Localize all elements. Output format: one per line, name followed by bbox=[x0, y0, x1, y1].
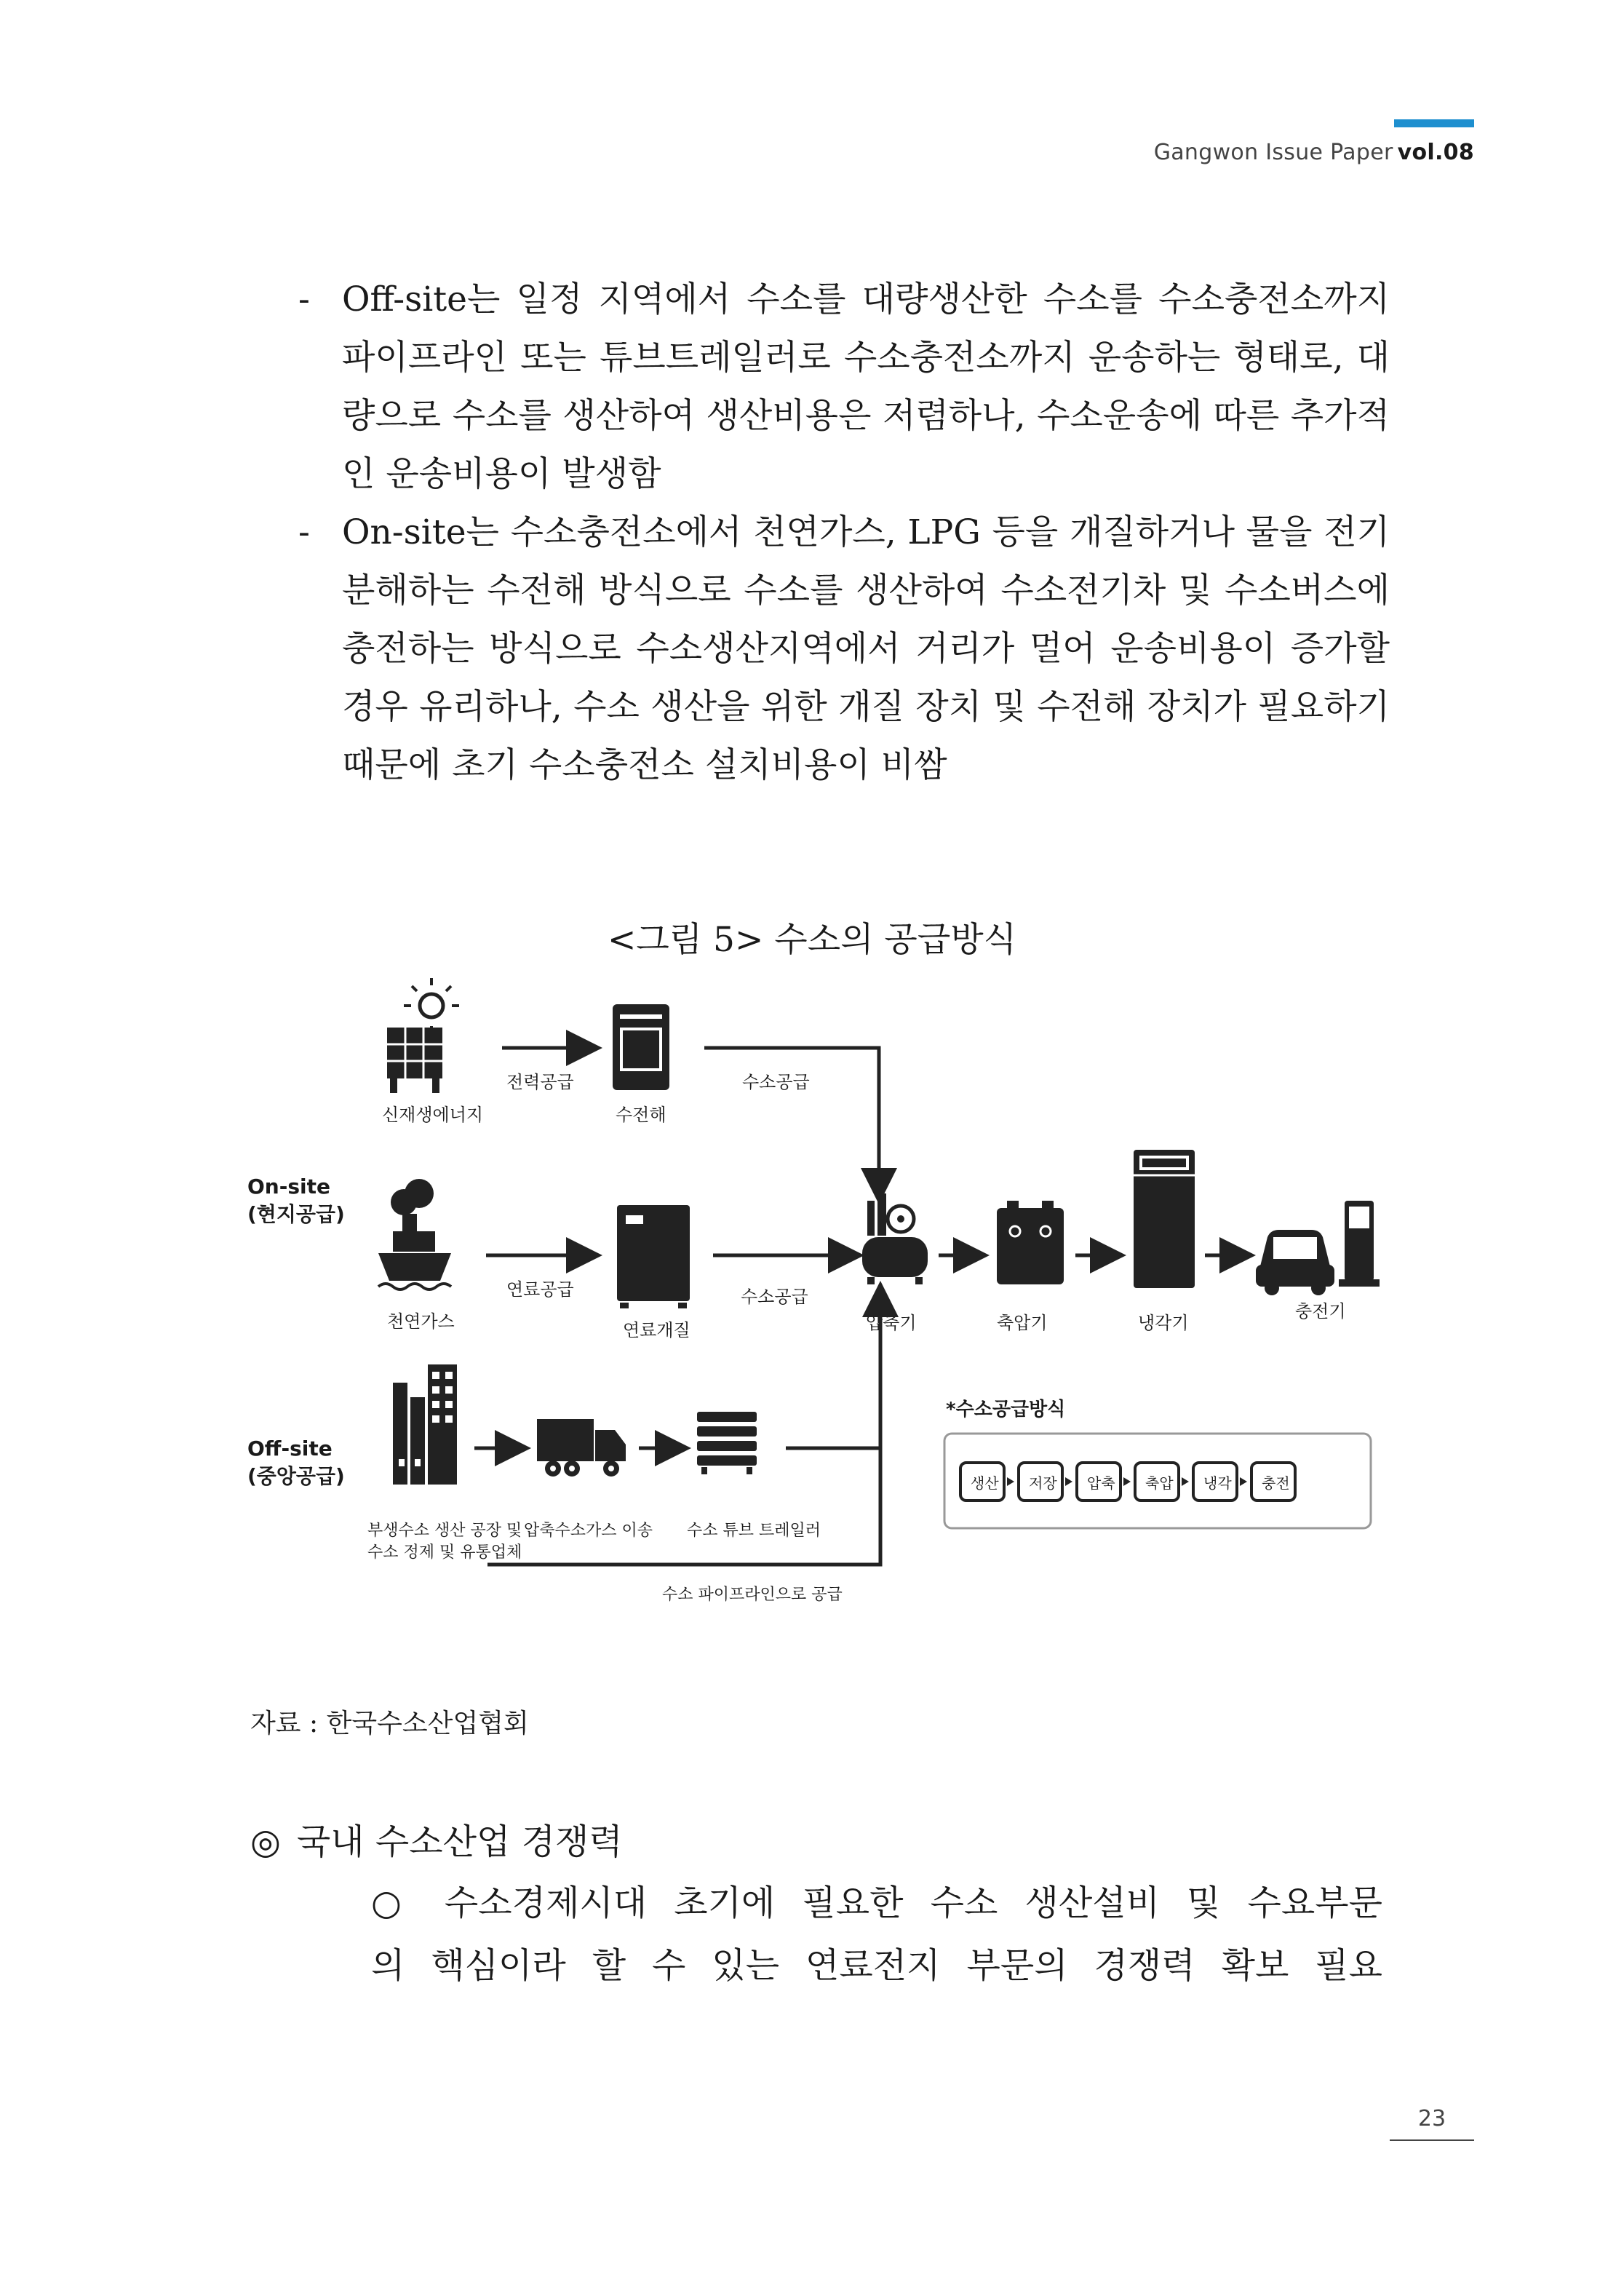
bullet-onsite bbox=[298, 504, 1390, 795]
hydrogen-supply-label-top: 수소공급 bbox=[742, 1072, 810, 1092]
sub-paragraph bbox=[371, 1872, 1382, 1997]
hydrogen-supply-label-mid: 수소공급 bbox=[741, 1287, 808, 1307]
section-title: 국내 수소산업 경쟁력 bbox=[296, 1821, 623, 1862]
truck-icon bbox=[537, 1419, 626, 1477]
solar-panel-icon bbox=[387, 978, 459, 1093]
step-cool: 냉각 bbox=[1203, 1474, 1232, 1492]
body-text bbox=[298, 271, 1390, 795]
car-icon bbox=[1256, 1230, 1334, 1295]
pipeline-label: 수소 파이프라인으로 공급 bbox=[662, 1586, 843, 1604]
fuel-dispenser-icon bbox=[1339, 1201, 1380, 1287]
section-heading bbox=[250, 1813, 623, 1864]
accumulator-label: 축압기 bbox=[997, 1313, 1048, 1333]
page-number: 23 bbox=[1417, 2106, 1446, 2131]
factory-icon bbox=[393, 1364, 457, 1485]
sub-paragraph-line1 bbox=[371, 1872, 1382, 1934]
step-produce: 생산 bbox=[971, 1474, 999, 1492]
ship-icon bbox=[378, 1179, 451, 1290]
sub-paragraph-line2: 의 핵심이라 할 수 있는 연료전지 부문의 경쟁력 확보 필요 bbox=[371, 1945, 1382, 1986]
figure-title: <그림 5> 수소의 공급방식 bbox=[607, 920, 1017, 960]
onsite-sublabel: (현지공급) bbox=[247, 1202, 345, 1226]
figure-source: 자료 : 한국수소산업협회 bbox=[250, 1709, 529, 1738]
onsite-label: On-site bbox=[247, 1175, 330, 1199]
fuel-supply-label: 연료공급 bbox=[506, 1279, 574, 1300]
tube-trailer-icon bbox=[697, 1412, 757, 1474]
compressor-icon bbox=[862, 1193, 928, 1284]
bullet-text: On-site는 수소충전소에서 천연가스, LPG 등을 개질하거나 물을 전기분해하는 수전해 방식으로 수소를 생산하여 수소전기차 및 수소버스에 충전하는 방식으로 수소생산지역에서 거리가 멀어 운송비용이 증가할 경우 유리하나, 수소 생산을 위한 개질 장치 및 수전해 장치가 필요하기 때문에 초기 수소충전소 설치비용이 비쌈 bbox=[342, 512, 1390, 785]
reformer-icon bbox=[617, 1205, 690, 1308]
power-supply-label: 전력공급 bbox=[506, 1072, 574, 1092]
accumulator-icon bbox=[997, 1201, 1064, 1284]
compressor-label: 압축기 bbox=[866, 1313, 917, 1333]
header-accent-bar bbox=[1394, 119, 1474, 127]
step-charge: 충전 bbox=[1262, 1474, 1290, 1492]
byproduct-label-line2: 수소 정제 및 유통업체 bbox=[367, 1543, 522, 1562]
publication-name: Gangwon Issue Paper bbox=[1153, 140, 1393, 165]
dispenser-label: 충전기 bbox=[1295, 1301, 1346, 1322]
sub-paragraph-text1: 수소경제시대 초기에 필요한 수소 생산설비 및 수요부문 bbox=[444, 1883, 1383, 1923]
step-accumulate: 축압 bbox=[1145, 1474, 1174, 1492]
circle-mark: ○ bbox=[371, 1883, 418, 1923]
bullet-text: Off-site는 일정 지역에서 수소를 대량생산한 수소를 수소충전소까지 파이프라인 또는 튜브트레일러로 수소충전소까지 운송하는 형태로, 대량으로 수소를 생산하여 생산비용은 저렴하나, 수소운송에 따른 추가적인 운송비용이 발생함 bbox=[342, 279, 1390, 494]
compressed-transport-label: 압축수소가스 이송 bbox=[524, 1522, 653, 1540]
renewable-label: 신재생에너지 bbox=[382, 1105, 484, 1125]
reformer-label: 연료개질 bbox=[623, 1320, 690, 1340]
step-store: 저장 bbox=[1029, 1474, 1057, 1492]
tube-trailer-label: 수소 튜브 트레일러 bbox=[687, 1522, 821, 1540]
cooler-icon bbox=[1134, 1150, 1195, 1288]
bullet-dash: - bbox=[298, 512, 310, 552]
volume-label: vol.08 bbox=[1397, 140, 1474, 165]
natural-gas-label: 천연가스 bbox=[387, 1311, 455, 1332]
electrolyzer-icon bbox=[613, 1004, 669, 1090]
offsite-sublabel: (중앙공급) bbox=[247, 1464, 345, 1488]
page-number-rule bbox=[1390, 2139, 1474, 2141]
running-header bbox=[1154, 140, 1474, 165]
byproduct-label-line1: 부생수소 생산 공장 및 bbox=[367, 1522, 522, 1540]
step-compress: 압축 bbox=[1087, 1474, 1115, 1492]
offsite-label: Off-site bbox=[247, 1436, 333, 1461]
cooler-label: 냉각기 bbox=[1138, 1313, 1189, 1333]
hydrogen-supply-diagram bbox=[247, 975, 1382, 1674]
double-circle-mark: ◎ bbox=[250, 1821, 281, 1862]
electrolysis-label: 수전해 bbox=[616, 1105, 666, 1125]
supply-method-title: *수소공급방식 bbox=[946, 1399, 1066, 1420]
bullet-offsite bbox=[298, 271, 1390, 504]
bullet-dash: - bbox=[298, 279, 310, 319]
